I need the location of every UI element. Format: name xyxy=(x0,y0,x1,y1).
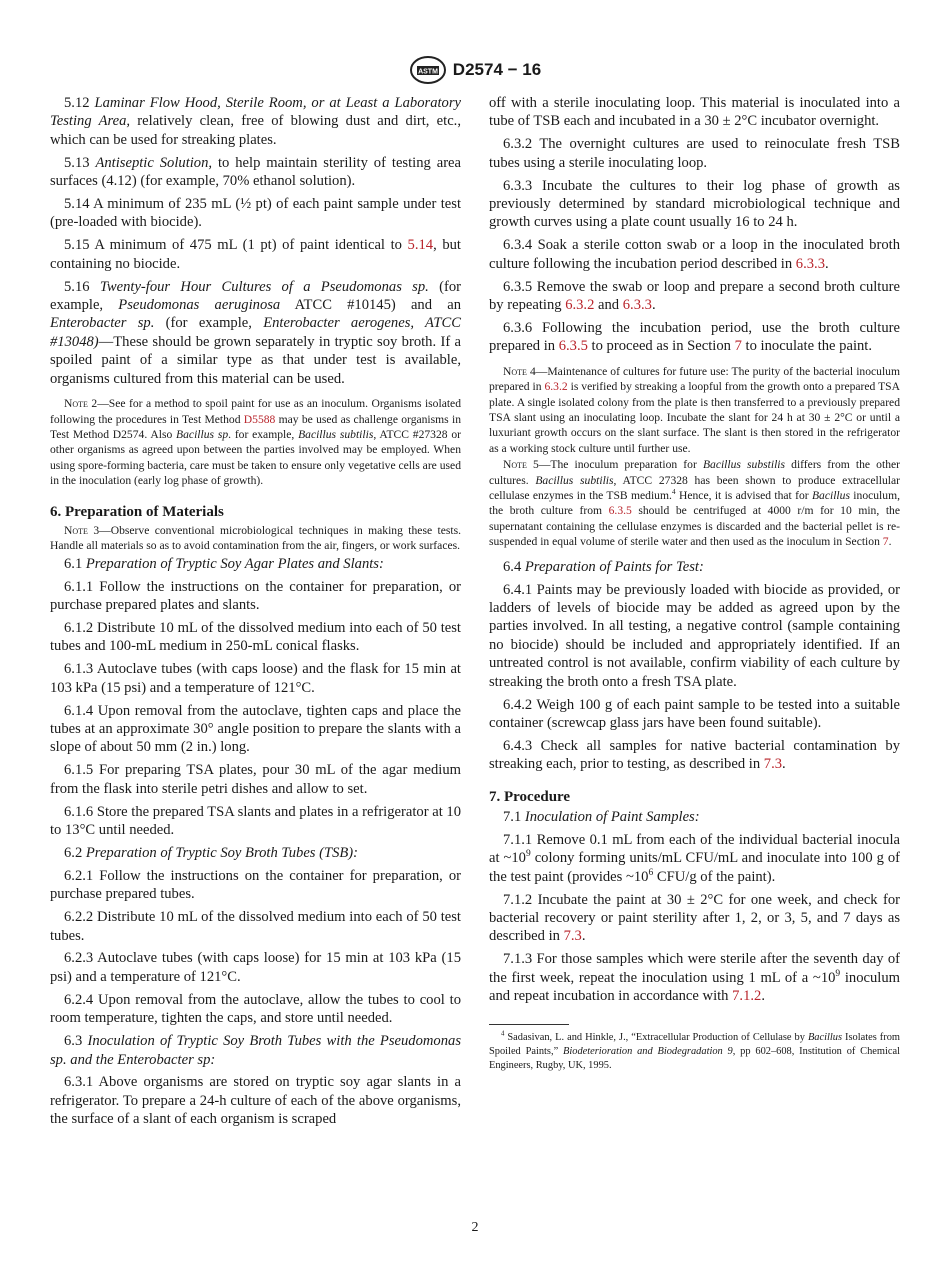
text-run: 4—Maintenance of cultures for future use: The purity of the bacterial inoculum prepared in xyxy=(489,364,900,394)
text-run: differs from the other cultures. xyxy=(489,458,900,487)
page-header xyxy=(0,55,950,85)
paragraph xyxy=(50,761,461,798)
paragraph xyxy=(50,619,461,656)
text-run: to inoculate the paint. xyxy=(741,338,872,355)
italic-text: Laminar Flow Hood, Sterile Room, or at Least a Laboratory Testing Area, xyxy=(50,95,461,130)
text-run: 6.2.3 Autoclave tubes (with caps loose) for 15 min at 103 kPa (15 psi) and a temperature of 121°C. xyxy=(50,950,461,985)
right-column xyxy=(489,94,900,1078)
cross-reference-link[interactable]: 6.3.5 xyxy=(558,338,588,355)
text-run: , ATCC #27328 or other organisms as agreed upon between the parties involved may be employed. When using spore-forming bacteria, care must be taken to ensure only vegetative cells are used in the inoculation (early log phase of growth). xyxy=(50,427,462,488)
text-run: 7.1 xyxy=(503,809,525,826)
cross-reference-link[interactable]: 6.3.3 xyxy=(795,255,825,272)
text-run: 6.1.2 Distribute 10 mL of the dissolved medium into each of 50 test tubes and 100-mL medium in 250-mL conical flasks. xyxy=(50,619,461,655)
text-run: 6.3.5 Remove the swab or loop and prepare a second broth culture by repeating xyxy=(489,278,900,314)
text-run: (for example, xyxy=(154,315,264,332)
paragraph xyxy=(489,319,900,356)
paragraph xyxy=(50,844,461,862)
text-run: may be used as challenge organisms in Test Method D2574. Also xyxy=(50,412,461,441)
cross-reference-link[interactable]: 7.3 xyxy=(763,756,783,773)
paragraph xyxy=(489,236,900,273)
footnote xyxy=(489,1031,900,1074)
text-run: Hence, it is advised that for xyxy=(675,489,812,503)
text-run: inoculum and repeat incubation in accordance with xyxy=(489,969,901,1005)
italic-text: Preparation of Paints for Test: xyxy=(524,558,704,575)
text-run: 5.13 xyxy=(64,154,96,171)
text-run: ATCC #10145) and an xyxy=(280,297,461,314)
text-run: 6.1.5 For preparing TSA plates, pour 30 mL of the agar medium from the flask into sterile petri dishes and allow to set. xyxy=(50,762,461,797)
italic-text: Biodeterioration and Biodegradation 9 xyxy=(563,1046,733,1057)
text-run: 5.14 A minimum of 235 mL (½ pt) of each paint sample under test (pre-loaded with biocide). xyxy=(50,196,461,231)
text-run: 6.3.2 The overnight cultures are used to reinoculate fresh TSB tubes using a sterile inoculating loop. xyxy=(489,136,900,171)
text-run: 6.4 xyxy=(503,558,525,575)
text-run: Isolates from Spoiled Paints,” xyxy=(489,1031,900,1057)
paragraph xyxy=(489,581,900,691)
paragraph xyxy=(50,867,461,904)
cross-reference-link[interactable]: 6.3.3 xyxy=(622,297,652,314)
italic-text: Twenty-four Hour Cultures of a Pseudomonas sp. xyxy=(99,278,429,295)
text-run: . xyxy=(761,988,765,1005)
cross-reference-link[interactable]: D5588 xyxy=(243,412,276,426)
text-run: to proceed as in Section xyxy=(587,338,735,355)
paragraph xyxy=(50,803,461,840)
text-run: , but containing no biocide. xyxy=(50,237,461,272)
paragraph xyxy=(489,808,900,826)
paragraph xyxy=(489,737,900,774)
paragraph xyxy=(50,991,461,1028)
paragraph xyxy=(50,908,461,945)
italic-text: Bacillus xyxy=(811,489,850,503)
superscript: 4 xyxy=(501,1030,505,1038)
note xyxy=(489,364,900,456)
italic-text: Inoculation of Tryptic Soy Broth Tubes with the Pseudomonas sp. and the Enterobacter sp: xyxy=(50,1033,461,1068)
text-run: 5.16 xyxy=(64,278,100,295)
text-run: 7.1.3 For those samples which were sterile after the seventh day of the first week, repeat the inoculation using 1 mL of a ~10 xyxy=(489,951,900,986)
text-run: . xyxy=(651,297,656,314)
superscript: 6 xyxy=(648,867,654,878)
superscript: 4 xyxy=(671,487,676,497)
text-run: 6.2.2 Distribute 10 mL of the dissolved medium into each of 50 test tubes. xyxy=(50,909,461,944)
paragraph xyxy=(50,1032,461,1069)
paragraph xyxy=(489,135,900,172)
paragraph xyxy=(50,1073,461,1128)
paragraph xyxy=(50,154,461,191)
paragraph xyxy=(50,278,461,388)
italic-text: Preparation of Tryptic Soy Broth Tubes (TSB): xyxy=(85,844,359,861)
cross-reference-link[interactable]: 5.14 xyxy=(407,237,434,254)
text-run: , pp 602–608, Institution of Chemical Engineers, Rugby, UK, 1995. xyxy=(489,1046,900,1072)
text-run: 5.12 xyxy=(64,95,95,111)
svg-text:ASTM: ASTM xyxy=(417,68,438,76)
note xyxy=(50,523,461,554)
note-label: Note xyxy=(503,364,527,378)
text-run: 6.1.4 Upon removal from the autoclave, tighten caps and place the tubes at an approximate 30° angle position to prepare the slants with a slope of about 50 mm (2 in.) long. xyxy=(50,702,461,756)
paragraph xyxy=(489,696,900,733)
text-run: colony forming units/mL CFU/mL and inoculate into 100 g of the test paint (provides ~10 xyxy=(489,850,900,885)
text-run: 6.3 xyxy=(64,1033,88,1050)
italic-text: Antiseptic Solution, xyxy=(95,154,213,171)
text-run: , ATCC 27328 has been shown to produce extracellular cellulase enzymes in the TSB medium. xyxy=(489,473,900,503)
text-run: 6.1.6 Store the prepared TSA slants and plates in a refrigerator at 10 to 13°C until needed. xyxy=(50,803,461,839)
note xyxy=(50,396,461,488)
text-run: 2—See for a method to spoil paint for use as an inoculum. Organisms isolated following the procedures in Test Method xyxy=(50,397,461,426)
document-code: D2574 − 16 xyxy=(452,60,542,79)
text-run: 3—Observe conventional microbiological techniques in making these tests. Handle all materials so as to avoid contamination from the air, fingers, or work surfaces. xyxy=(50,523,461,553)
text-run: 6.1.1 Follow the instructions on the container for preparation, or purchase prepared plates and slants. xyxy=(50,578,461,614)
text-run: 5—The inoculum preparation for xyxy=(526,458,703,472)
paragraph xyxy=(50,702,461,757)
text-run: 6.1.3 Autoclave tubes (with caps loose) and the flask for 15 min at 103 kPa (15 psi) and a temperature of 121°C. xyxy=(50,661,461,696)
page-number: 2 xyxy=(471,1220,479,1235)
paragraph xyxy=(50,94,461,149)
paragraph xyxy=(489,831,900,886)
text-run: 6.3.3 Incubate the cultures to their log phase of growth as previously determined by standard microbiological technique and growth curves using a plate count usually 16 to 24 h. xyxy=(489,177,900,231)
text-run: 7.1.2 Incubate the paint at 30 ± 2°C for one week, and check for bacterial recovery or paint sterility after 1, 2, or 3, 5, and 7 days as described in xyxy=(489,891,900,945)
italic-text: Bacillus substilis xyxy=(702,458,786,472)
text-run: 7.1.1 Remove 0.1 mL from each of the individual bacterial inocula at ~10 xyxy=(489,831,900,867)
cross-reference-link[interactable]: 7.3 xyxy=(563,928,582,945)
superscript: 9 xyxy=(835,968,841,979)
text-run: to help maintain sterility of testing area surfaces (4.12) (for example, 70% ethanol solution). xyxy=(50,154,462,190)
cross-reference-link[interactable]: 6.3.2 xyxy=(565,297,595,314)
italic-text: Bacillus sp xyxy=(176,427,229,441)
text-run: . for example, xyxy=(228,427,299,441)
paragraph xyxy=(50,949,461,986)
text-run: relatively clean, free of blowing dust and dirt, etc., which can be used for streaking plates. xyxy=(50,113,461,148)
paragraph xyxy=(50,555,461,573)
note-label: Note xyxy=(503,458,527,472)
text-run: 6.3.4 Soak a sterile cotton swab or a loop in the inoculated broth culture following the incubation period described in xyxy=(489,237,900,272)
text-run: should be centrifuged at 4000 r/m for 10 min, the supernatant containing the cellulase enzymes is discarded and the bacterial pellet is re-suspended in equal volume of sterile water and then used as the inoculum in Section xyxy=(489,504,900,549)
paragraph xyxy=(50,236,461,273)
italic-text: Bacillus xyxy=(807,1031,843,1043)
text-run: 6.2.4 Upon removal from the autoclave, allow the tubes to cool to room temperature, tighten the caps, and store until needed. xyxy=(50,991,461,1027)
text-run: inoculum, the broth culture from xyxy=(489,489,900,518)
text-run: 6.3.6 Following the incubation period, use the broth culture prepared in xyxy=(489,319,900,355)
section-heading xyxy=(489,788,900,806)
text-run: 6.1 xyxy=(64,555,86,572)
paragraph xyxy=(489,177,900,232)
paragraph xyxy=(50,578,461,615)
text-run: and xyxy=(594,297,623,314)
astm-logo-icon xyxy=(409,55,447,85)
superscript: 9 xyxy=(525,849,531,860)
text-run: 6. Preparation of Materials xyxy=(50,503,224,520)
paragraph xyxy=(489,94,900,131)
text-run: Sadasivan, L. and Hinkle, J., “Extracellular Production of Cellulase by xyxy=(504,1031,808,1043)
paragraph xyxy=(489,278,900,315)
section-heading xyxy=(50,503,461,521)
text-run: . xyxy=(782,756,786,773)
text-run: 6.2 xyxy=(64,844,86,861)
note-label: Note xyxy=(64,397,88,411)
text-run: 7. Procedure xyxy=(489,788,571,805)
paragraph xyxy=(489,558,900,576)
paragraph xyxy=(50,660,461,697)
italic-text: Pseudomonas aeruginosa xyxy=(118,297,281,314)
cross-reference-link[interactable]: 7 xyxy=(734,338,742,355)
text-run: 6.2.1 Follow the instructions on the container for preparation, or purchase prepared tubes. xyxy=(50,867,461,903)
text-run: CFU/g of the paint). xyxy=(653,868,776,885)
left-column xyxy=(50,94,461,1133)
text-run: —These should be grown separately in tryptic soy broth. If a spoiled paint of a similar type as that under test is available, organisms cultured from this material can be used. xyxy=(50,333,461,387)
text-run: 6.4.2 Weigh 100 g of each paint sample to be tested into a suitable container (screwcap glass jars have been found suitable). xyxy=(489,696,900,731)
cross-reference-link[interactable]: 7.1.2 xyxy=(732,988,762,1005)
italic-text: Preparation of Tryptic Soy Agar Plates and Slants: xyxy=(85,555,384,572)
italic-text: Bacillus subtilis xyxy=(535,473,614,487)
cross-reference-link[interactable]: 6.3.2 xyxy=(544,380,568,394)
text-run: 5.15 A minimum of 475 mL (1 pt) of paint identical to xyxy=(64,237,408,254)
text-run: . xyxy=(888,535,892,549)
italic-text: Enterobacter sp. xyxy=(50,315,155,332)
text-run: (for example, xyxy=(50,278,461,314)
note-label: Note xyxy=(64,523,88,537)
footnote-divider xyxy=(489,1024,569,1025)
text-run: . xyxy=(824,255,829,272)
cross-reference-link[interactable]: 7 xyxy=(882,535,889,549)
text-run: 6.3.1 Above organisms are stored on tryptic soy agar slants in a refrigerator. To prepare a 24-h culture of each of the above organisms, the surface of a slant of each organism is scraped xyxy=(50,1074,461,1128)
note xyxy=(489,457,900,549)
paragraph xyxy=(489,891,900,946)
paragraph xyxy=(489,950,900,1005)
paragraph xyxy=(50,195,461,232)
text-run: . xyxy=(581,928,586,945)
cross-reference-link[interactable]: 6.3.5 xyxy=(608,504,632,518)
text-run: 6.4.1 Paints may be previously loaded with biocide as provided, or ladders of levels of biocide may be added as agreed upon by the parties involved. In all testing, a negative control (sample containing no biocide) should be included and appropriately identified. If an untreated control is not available, confirm viability of each culture by streaking the broth onto a fresh TSA plate. xyxy=(489,581,900,690)
text-run: 6.4.3 Check all samples for native bacterial contamination by streaking each, prior to testing, as described in xyxy=(489,737,900,773)
text-run: off with a sterile inoculating loop. This material is inoculated into a tube of TSB each and incubated in a 30 ± 2°C incubator overnight. xyxy=(489,95,900,130)
text-run: is verified by streaking a loopful from the growth onto a prepared TSA plate. A single isolated colony from the plate is then transferred to a previously prepared TSA slant using an inoculating loop. Incubate the slant for 24 h at 30 ± 2°C or until a luxuriant growth occurs on the slant surface. The slant is then stored in the refrigerator as a working stock culture until further use. xyxy=(489,380,900,455)
italic-text: Enterobacter aerogenes, ATCC #13048) xyxy=(50,315,461,350)
italic-text: Bacillus subtilis xyxy=(298,427,374,441)
italic-text: Inoculation of Paint Samples: xyxy=(524,809,700,826)
